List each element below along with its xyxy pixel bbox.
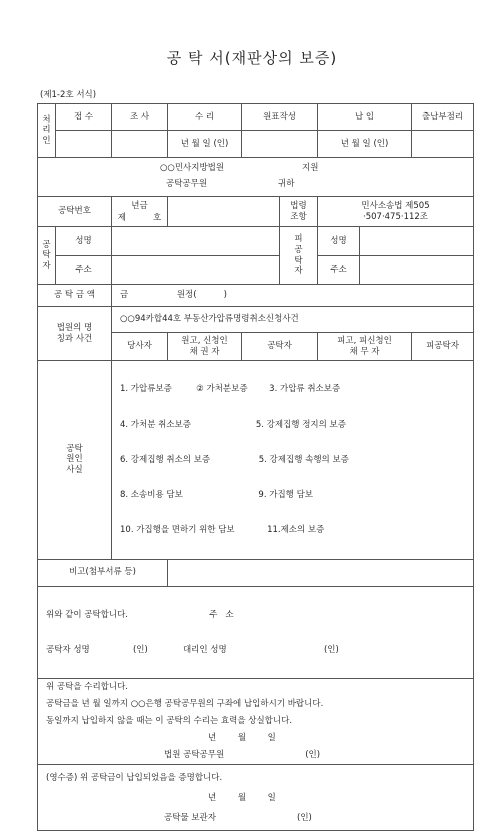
declaration-block — [38, 586, 474, 679]
cause-line: 1. 가압류보증 ② 가처분보증 3. 가압류 취소보증 — [120, 384, 341, 395]
amount-label: 공 탁 금 액 — [38, 285, 112, 307]
cause-list — [112, 361, 474, 560]
party-defendant: 피고, 피신청인 채 무 자 — [318, 333, 412, 361]
receipt-line: (영수증) 위 공탁금이 납입되었음을 증명합니다. — [46, 772, 223, 783]
receipt-date-line: 년 월 일 — [208, 792, 276, 803]
deposit-number-label: 공탁번호 — [38, 197, 112, 227]
defendant-label: 피 공 탁 자 — [280, 227, 318, 285]
header-receipt: 접 수 — [56, 104, 112, 131]
ledger-cell[interactable] — [412, 131, 474, 158]
depositor-address-value[interactable] — [112, 256, 280, 285]
case-name: ○○94카합44호 부동산가압류명령취소신청사건 — [112, 307, 474, 333]
deposit-year-block[interactable] — [112, 197, 168, 227]
receipt-signature-line: 공탁물 보관자 (인) — [164, 812, 312, 823]
acceptance-line: 위 공탁을 수리합니다. — [46, 682, 129, 693]
header-payment: 납 입 — [318, 104, 412, 131]
party-depositor: 공탁자 — [242, 333, 318, 361]
defendant-address-value[interactable] — [360, 256, 474, 285]
amount-value[interactable]: 금 원정( ) — [112, 285, 474, 307]
cause-label: 공탁 원인 사실 — [38, 361, 112, 560]
receipt-block — [38, 765, 474, 831]
depositor-name-label: 성명 — [56, 227, 112, 256]
header-original-record: 원표작성 — [242, 104, 318, 131]
depositor-address-label: 주소 — [56, 256, 112, 285]
defendant-address-label: 주소 — [318, 256, 360, 285]
depositor-label: 공 탁 자 — [38, 227, 56, 285]
declaration-line: 위와 같이 공탁합니다. 주 소 — [46, 609, 234, 620]
law-value: 민사소송법 제505 ·507·475·112조 — [318, 197, 474, 227]
declaration-signature-line: 공탁자 성명 (인) 대리인 성명 (인) — [46, 645, 339, 655]
form-number: (제1-2호 서식) — [40, 90, 97, 100]
form-title: 공 탁 서(재판상의 보증) — [166, 49, 338, 67]
acceptance-line: 동일까지 납입하지 않을 때는 이 공탁의 수리는 효력을 상실합니다. — [46, 716, 293, 727]
header-acceptance: 수 리 — [168, 104, 242, 131]
case-label: 법원의 명 칭과 사건 — [38, 307, 112, 361]
party-plaintiff: 원고, 신청인 채 권 자 — [168, 333, 242, 361]
deposit-number-value[interactable] — [168, 197, 280, 227]
header-ledger: 출납부점리 — [412, 104, 474, 131]
court-officer: 공탁공무원 — [166, 179, 208, 189]
header-investigation: 조 사 — [112, 104, 168, 131]
original-record-cell[interactable] — [242, 131, 318, 158]
remarks-label: 비고(첨부서류 등) — [38, 559, 168, 586]
cause-line: 6. 강제집행 취소의 보증 5. 강제집행 속행의 보증 — [120, 454, 349, 465]
acceptance-line: 공탁금을 년 월 일까지 ○○은행 공탁공무원의 구좌에 납입하시기 바랍니다. — [46, 699, 324, 710]
depositor-name-value[interactable] — [112, 227, 280, 256]
court-address-block — [38, 158, 474, 197]
defendant-name-value[interactable] — [360, 227, 474, 256]
acceptance-block — [38, 679, 474, 765]
investigation-cell[interactable] — [112, 131, 168, 158]
receipt-cell[interactable] — [56, 131, 112, 158]
processor-label: 처 리 인 — [38, 104, 56, 158]
deposit-number-suffix: 제 호 — [117, 212, 162, 223]
party-parties: 당사자 — [112, 333, 168, 361]
acceptance-signature-line: 법원 공탁공무원 (인) — [164, 750, 321, 761]
remarks-value[interactable] — [168, 559, 474, 586]
deposit-year-label: 년금 — [131, 200, 148, 211]
law-label: 법령 조항 — [280, 197, 318, 227]
cause-line: 10. 가집행을 면하기 위한 담보 11.제소의 보증 — [120, 525, 325, 536]
cause-line: 4. 가처분 취소보증 5. 강제집행 정지의 보증 — [120, 419, 346, 430]
acceptance-date-line: 년 월 일 — [208, 733, 276, 744]
court-branch: 지원 — [302, 163, 319, 173]
party-depositee: 피공탁자 — [412, 333, 474, 361]
court-name: ○○민사지방법원 — [160, 163, 225, 173]
court-honorific: 귀하 — [278, 179, 295, 189]
payment-date[interactable]: 년 월 일 (인) — [318, 131, 412, 158]
cause-line: 8. 소송비용 담보 9. 가집행 담보 — [120, 490, 314, 500]
defendant-name-label: 성명 — [318, 227, 360, 256]
acceptance-date[interactable]: 년 월 일 (인) — [168, 131, 242, 158]
deposit-form — [37, 103, 474, 831]
